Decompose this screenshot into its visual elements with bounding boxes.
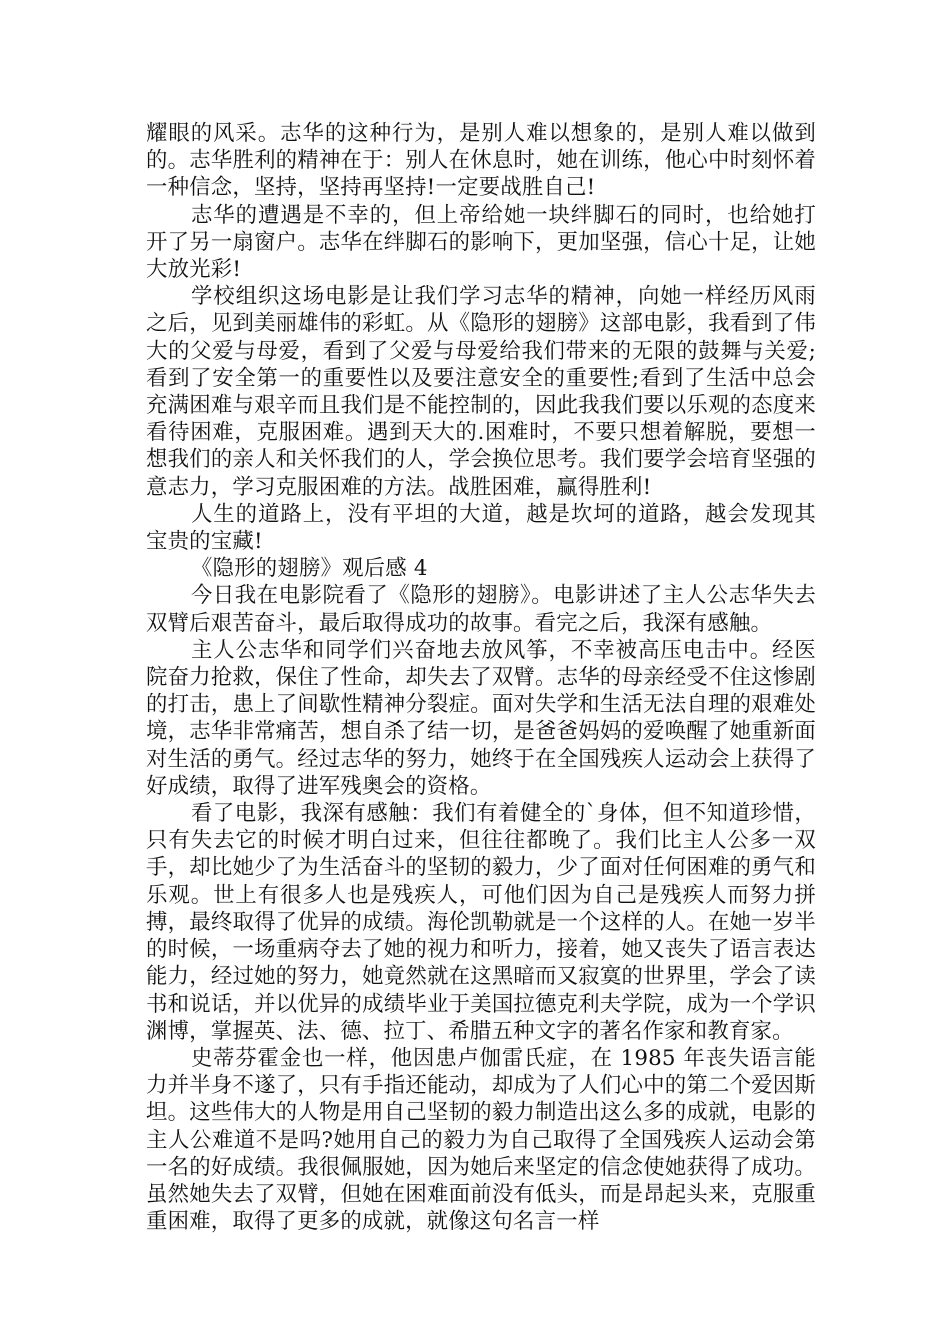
paragraph-8: 史蒂芬霍金也一样，他因患卢伽雷氏症，在 1985 年丧失语言能力并半身不遂了，只有手指还能动，却成为了人们心中的第二个爱因斯坦。这些伟大的人物是用自己坚韧的毅力制造出这么多的成就，电影的主人公难道不是吗?她用自己的毅力为自己取得了全国残疾人运动会第一名的好成绩。我很佩服她，因为她后来坚定的信念使她获得了成功。虽然她失去了双臂，但她在困难面前没有低头，而是昂起头来，克服重重困难，取得了更多的成就，就像这句名言一样 [146,1045,816,1235]
section-heading: 《隐形的翅膀》观后感 4 [190,556,428,582]
paragraph-7: 看了电影，我深有感触：我们有着健全的`身体，但不知道珍惜，只有失去它的时候才明白过来，但往往都晚了。我们比主人公多一双手，却比她少了为生活奋斗的坚韧的毅力，少了面对任何困难的勇气和乐观。世上有很多人也是残疾人，可他们因为自己是残疾人而努力拼搏，最终取得了优异的成绩。海伦凯勒就是一个这样的人。在她一岁半的时候，一场重病夺去了她的视力和听力，接着，她又丧失了语言表达能力，经过她的努力，她竟然就在这黑暗而又寂寞的世界里，学会了读书和说话，并以优异的成绩毕业于美国拉德克利夫学院，成为一个学识渊博，掌握英、法、德、拉丁、希腊五种文字的著名作家和教育家。 [146,801,816,1044]
paragraph-4: 人生的道路上，没有平坦的大道，越是坎坷的道路，越会发现其宝贵的宝藏! [146,501,816,555]
paragraph-3: 学校组织这场电影是让我们学习志华的精神，向她一样经历风雨之后，见到美丽雄伟的彩虹。从《隐形的翅膀》这部电影，我看到了伟大的父爱与母爱，看到了父爱与母爱给我们带来的无限的鼓舞与关爱;看到了安全第一的重要性以及要注意安全的重要性;看到了生活中总会充满困难与艰辛而且我们是不能控制的，因此我我们要以乐观的态度来看待困难，克服困难。遇到天大的.困难时，不要只想着解脱，要想一想我们的亲人和关怀我们的人，学会换位思考。我们要学会培育坚强的意志力，学习克服困难的方法。战胜困难，赢得胜利! [146,284,816,500]
paragraph-1: 耀眼的风采。志华的这种行为，是别人难以想象的，是别人难以做到的。志华胜利的精神在于：别人在休息时，她在训练，他心中时刻怀着一种信念，坚持，坚持再坚持!一定要战胜自己! [146,121,816,201]
document-body [146,120,816,1235]
paragraph-5: 今日我在电影院看了《隐形的翅膀》。电影讲述了主人公志华失去双臂后艰苦奋斗，最后取得成功的故事。看完之后，我深有感触。 [146,583,816,636]
paragraph-6: 主人公志华和同学们兴奋地去放风筝，不幸被高压电击中。经医院奋力抢救，保住了性命，却失去了双臂。志华的母亲经受不住这惨剧的打击，患上了间歇性精神分裂症。面对失学和生活无法自理的艰难处境，志华非常痛苦，想自杀了结一切，是爸爸妈妈的爱唤醒了她重新面对生活的勇气。经过志华的努力，她终于在全国残疾人运动会上获得了好成绩，取得了进军残奥会的资格。 [146,637,816,799]
paragraph-2: 志华的遭遇是不幸的，但上帝给她一块绊脚石的同时，也给她打开了另一扇窗户。志华在绊脚石的影响下，更加坚强，信心十足，让她大放光彩! [146,202,816,283]
